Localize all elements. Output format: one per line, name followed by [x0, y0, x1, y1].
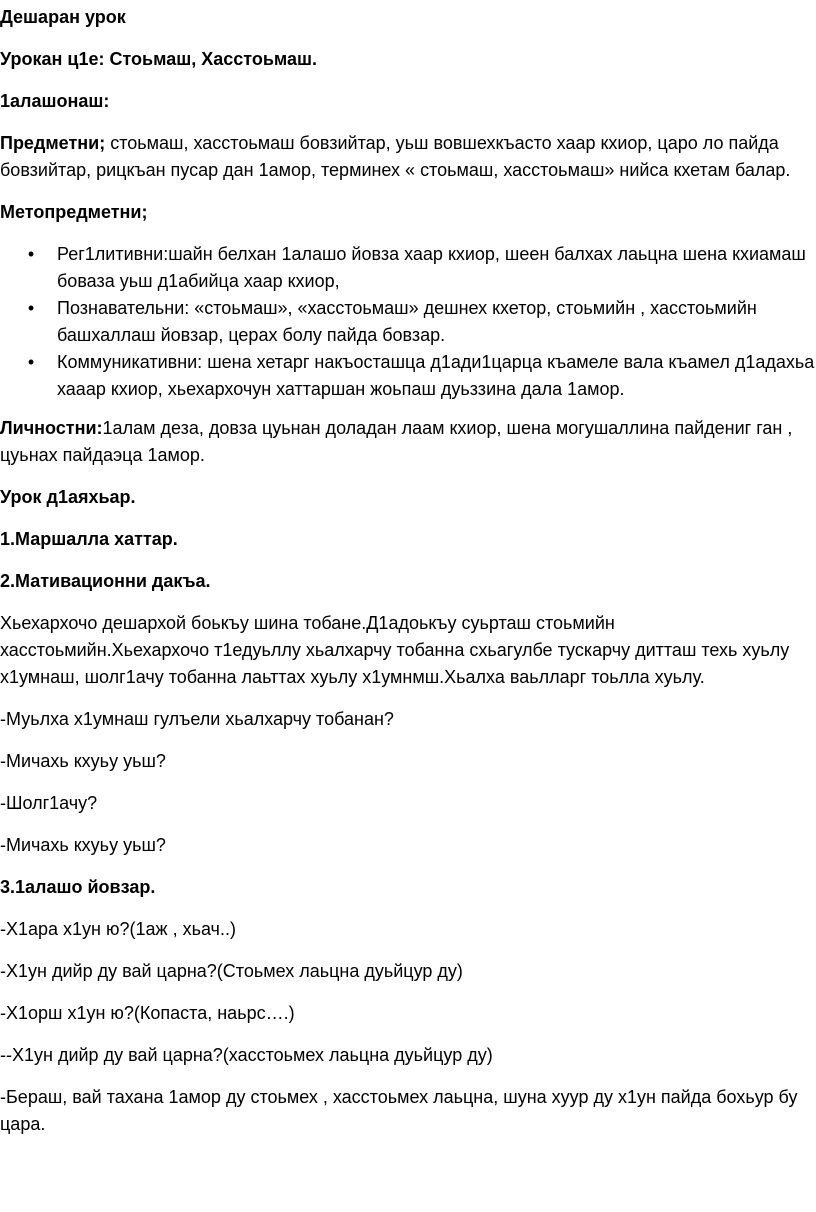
dialogue-line: -Х1ара х1ун ю?(1аж , хьач..) [0, 919, 236, 939]
bullet-icon: • [27, 352, 35, 372]
list-item [0, 349, 816, 403]
bullet-icon: • [27, 298, 35, 318]
lesson-flow-heading: Урок д1аяхьар. [0, 487, 136, 507]
personal-label: Личностни: [0, 418, 103, 438]
lesson-goal: Урокан ц1е: Стоьмаш, Хасстоьмаш. [0, 49, 317, 69]
personal-text: 1алам деза, довза цуьнан доладан лаам кхиор, шена могушаллина пайдениг ган , цуьнах пайдаэца 1амор. [0, 418, 793, 465]
dialogue-line: -Х1орш х1ун ю?(Копаста, наьрс….) [0, 1003, 295, 1023]
document-title: Дешаран урок [0, 7, 126, 27]
subject-objectives [0, 130, 816, 184]
bullet-icon: • [27, 244, 35, 264]
list-item-text: Познавательни: «стоьмаш», «хасстоьмаш» дешнех кхетор, стоьмийн , хасстоьмийн башхаллаш йовзар, церах болу пайда бовзар. [57, 298, 757, 345]
step-2-heading: 2.Мативационни дакъа. [0, 571, 211, 591]
question-line: -Мичахь кхуьу уьш? [0, 835, 166, 855]
step-1-heading: 1.Маршалла хаттар. [0, 529, 178, 549]
metasubject-heading: Метопредметни; [0, 202, 148, 222]
step-3-heading: 3.1алашо йовзар. [0, 877, 156, 897]
list-item [0, 295, 816, 349]
list-item-text: Коммуникативни: шена хетарг накъосташца д1ади1царца къамеле вала къамел д1адахьа хааар кхиор, хьехархочун хаттаршан жоьпаш дуьззина дала 1амор. [57, 352, 815, 399]
metasubject-list [0, 241, 816, 403]
question-line: -Шолг1ачу? [0, 793, 98, 813]
dialogue-line: -Х1ун дийр ду вай царна?(Стоьмех лаьцна дуьйцур ду) [0, 961, 463, 981]
objectives-heading: 1алашонаш: [0, 91, 110, 111]
step-2-text: Хьехархочо дешархой боькъу шина тобане.Д1адоькъу суьрташ стоьмийн хасстоьмийн.Хьехархочо т1едуьллу хьалхарчу тобанна схьагулбе тускарчу дитташ техь хуьлу х1умнаш, шолг1ачу тобанна лаьттах хуьлу х1умнмш.Хьалха ваьлларг тоьлла хуьлу. [0, 613, 790, 687]
subject-label: Предметни; [0, 133, 106, 153]
dialogue-line: -Бераш, вай тахана 1амор ду стоьмех , хасстоьмех лаьцна, шуна хуур ду х1ун пайда бохьур бу цара. [0, 1087, 798, 1134]
personal-objectives [0, 415, 816, 469]
list-item-text: Рег1литивни:шайн белхан 1алашо йовза хаар кхиор, шеен балхах лаьцна шена кхиамаш боваза уьш д1абийца хаар кхиор, [57, 244, 806, 291]
question-line: -Мичахь кхуьу уьш? [0, 751, 166, 771]
list-item [0, 241, 816, 295]
question-line: -Муьлха х1умнаш гулъели хьалхарчу тобанан? [0, 709, 394, 729]
subject-text: стоьмаш, хасстоьмаш бовзийтар, уьш вовшехкъасто хаар кхиор, царо ло пайда бовзийтар, рицкъан пусар дан 1амор, терминех « стоьмаш, хасстоьмаш» нийса кхетам балар. [0, 133, 791, 180]
dialogue-line: --Х1ун дийр ду вай царна?(хасстоьмех лаьцна дуьйцур ду) [0, 1045, 493, 1065]
